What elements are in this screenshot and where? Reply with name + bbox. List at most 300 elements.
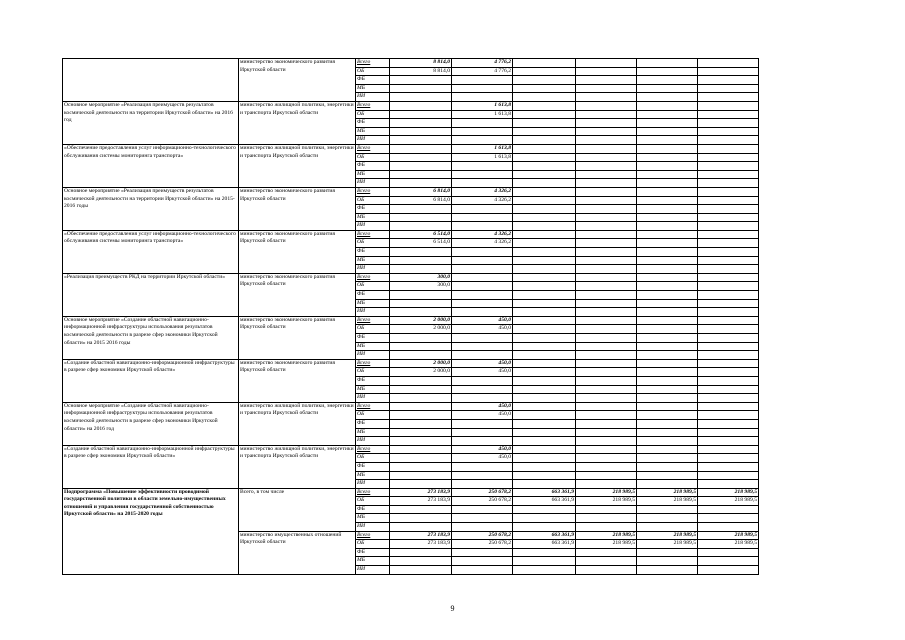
amount-cell: [576, 385, 637, 394]
amount-cell: [452, 84, 513, 93]
amount-cell: [452, 385, 513, 394]
amount-cell: [513, 351, 576, 360]
amount-cell: [513, 480, 576, 489]
amount-cell: [698, 411, 759, 420]
funding-source: ИИ: [356, 351, 390, 360]
amount-cell: [698, 445, 759, 454]
amount-cell: [390, 93, 452, 102]
amount-cell: [637, 136, 698, 145]
amount-cell: [698, 248, 759, 257]
amount-cell: [513, 153, 576, 162]
amount-cell: [513, 222, 576, 231]
amount-cell: 6 814,0: [390, 187, 452, 196]
amount-cell: [513, 445, 576, 454]
amount-cell: [698, 239, 759, 248]
amount-cell: 218 989,5: [637, 497, 698, 506]
amount-cell: 6 814,0: [390, 196, 452, 205]
funding-source: ИИ: [356, 394, 390, 403]
amount-cell: [637, 480, 698, 489]
amount-cell: [390, 471, 452, 480]
amount-cell: [576, 548, 637, 557]
amount-cell: [390, 265, 452, 274]
funding-source: ФБ: [356, 462, 390, 471]
amount-cell: 1 613,8: [452, 101, 513, 110]
amount-cell: [390, 127, 452, 136]
amount-cell: [637, 153, 698, 162]
amount-cell: [576, 179, 637, 188]
amount-cell: [637, 557, 698, 566]
amount-cell: [513, 213, 576, 222]
amount-cell: [390, 402, 452, 411]
amount-cell: [452, 162, 513, 171]
amount-cell: [390, 394, 452, 403]
amount-cell: [390, 162, 452, 171]
amount-cell: 273 183,9: [390, 531, 452, 540]
table-row: [63, 273, 759, 282]
amount-cell: [576, 445, 637, 454]
amount-cell: [698, 222, 759, 231]
amount-cell: [698, 557, 759, 566]
funding-source: МБ: [356, 342, 390, 351]
amount-cell: [390, 428, 452, 437]
amount-cell: [698, 376, 759, 385]
amount-cell: [637, 308, 698, 317]
amount-cell: [698, 170, 759, 179]
amount-cell: 4 776,2: [452, 67, 513, 76]
amount-cell: [513, 548, 576, 557]
amount-cell: [637, 170, 698, 179]
amount-cell: [452, 299, 513, 308]
amount-cell: 1 613,8: [452, 144, 513, 153]
amount-cell: [637, 566, 698, 575]
amount-cell: [576, 394, 637, 403]
amount-cell: [637, 162, 698, 171]
amount-cell: [513, 471, 576, 480]
amount-cell: [576, 282, 637, 291]
amount-cell: [576, 67, 637, 76]
amount-cell: [390, 153, 452, 162]
amount-cell: [390, 256, 452, 265]
measure-name: Основное мероприятие «Реализация преимуществ результатов космической деятельности на территории Иркутской области» на 2015-2016 годы: [63, 187, 239, 230]
funding-source: ОБ: [356, 282, 390, 291]
amount-cell: 218 989,5: [637, 488, 698, 497]
funding-source: ИИ: [356, 480, 390, 489]
amount-cell: [698, 84, 759, 93]
amount-cell: 2 000,0: [390, 316, 452, 325]
amount-cell: [390, 548, 452, 557]
amount-cell: [513, 144, 576, 153]
table-row: [63, 101, 759, 110]
amount-cell: [390, 445, 452, 454]
funding-source: ФБ: [356, 162, 390, 171]
amount-cell: [452, 213, 513, 222]
amount-cell: [637, 273, 698, 282]
funding-source: МБ: [356, 213, 390, 222]
amount-cell: 218 989,5: [637, 540, 698, 549]
amount-cell: [576, 291, 637, 300]
amount-cell: [637, 256, 698, 265]
amount-cell: [637, 505, 698, 514]
amount-cell: [637, 299, 698, 308]
amount-cell: [513, 127, 576, 136]
amount-cell: 218 989,5: [576, 497, 637, 506]
amount-cell: [698, 462, 759, 471]
table-body: [63, 59, 759, 575]
amount-cell: [390, 291, 452, 300]
amount-cell: [513, 316, 576, 325]
amount-cell: [576, 454, 637, 463]
amount-cell: [576, 127, 637, 136]
amount-cell: [452, 282, 513, 291]
funding-source: ИИ: [356, 93, 390, 102]
amount-cell: [452, 462, 513, 471]
amount-cell: [576, 342, 637, 351]
executor: министерство жилищной политики, энергетики и транспорта Иркутской области: [239, 101, 356, 144]
amount-cell: 2 000,0: [390, 325, 452, 334]
amount-cell: [390, 505, 452, 514]
amount-cell: [576, 557, 637, 566]
amount-cell: [576, 462, 637, 471]
measure-name: Основное мероприятие «Реализация преимуществ результатов космической деятельности на территории Иркутской области» на 2016 год: [63, 101, 239, 144]
amount-cell: [698, 316, 759, 325]
amount-cell: 250 678,2: [452, 540, 513, 549]
amount-cell: [698, 153, 759, 162]
amount-cell: [576, 368, 637, 377]
amount-cell: [698, 213, 759, 222]
funding-source: Всего: [356, 445, 390, 454]
amount-cell: [576, 76, 637, 85]
funding-source: МБ: [356, 299, 390, 308]
amount-cell: [637, 359, 698, 368]
amount-cell: [576, 153, 637, 162]
amount-cell: [698, 342, 759, 351]
amount-cell: [452, 256, 513, 265]
amount-cell: [637, 548, 698, 557]
amount-cell: [513, 291, 576, 300]
table-row: [63, 230, 759, 239]
funding-source: ОБ: [356, 497, 390, 506]
amount-cell: [390, 248, 452, 257]
amount-cell: 250 678,2: [452, 531, 513, 540]
amount-cell: [576, 230, 637, 239]
amount-cell: 663 361,9: [513, 531, 576, 540]
measure-name: Основное мероприятие «Создание областной навигационно-информационной инфраструктуры использования результатов космической деятельности в разрезе сфер экономики Иркутской области» на 2016 год: [63, 402, 239, 445]
amount-cell: [698, 523, 759, 532]
amount-cell: [513, 557, 576, 566]
amount-cell: [698, 59, 759, 68]
amount-cell: [637, 342, 698, 351]
amount-cell: 450,0: [452, 402, 513, 411]
funding-source: ИИ: [356, 566, 390, 575]
amount-cell: [698, 334, 759, 343]
amount-cell: [513, 454, 576, 463]
amount-cell: 4 326,2: [452, 187, 513, 196]
amount-cell: 273 183,9: [390, 488, 452, 497]
amount-cell: 6 514,0: [390, 239, 452, 248]
amount-cell: [576, 566, 637, 575]
amount-cell: [576, 136, 637, 145]
amount-cell: [576, 170, 637, 179]
amount-cell: [452, 523, 513, 532]
amount-cell: [513, 162, 576, 171]
funding-source: МБ: [356, 471, 390, 480]
amount-cell: [698, 282, 759, 291]
amount-cell: [576, 351, 637, 360]
amount-cell: [576, 308, 637, 317]
amount-cell: [513, 230, 576, 239]
amount-cell: 450,0: [452, 454, 513, 463]
amount-cell: [452, 514, 513, 523]
amount-cell: [390, 334, 452, 343]
funding-source: ОБ: [356, 540, 390, 549]
amount-cell: [390, 566, 452, 575]
table-row: [63, 359, 759, 368]
amount-cell: [637, 222, 698, 231]
executor: министерство жилищной политики, энергетики и транспорта Иркутской области: [239, 402, 356, 445]
amount-cell: [637, 239, 698, 248]
amount-cell: [513, 179, 576, 188]
amount-cell: [576, 101, 637, 110]
amount-cell: [576, 523, 637, 532]
funding-source: ОБ: [356, 325, 390, 334]
amount-cell: 218 989,5: [576, 540, 637, 549]
amount-cell: [576, 222, 637, 231]
amount-cell: 450,0: [452, 316, 513, 325]
funding-source: МБ: [356, 84, 390, 93]
amount-cell: 663 361,9: [513, 488, 576, 497]
amount-cell: [698, 76, 759, 85]
amount-cell: [576, 256, 637, 265]
amount-cell: [637, 437, 698, 446]
funding-source: Всего: [356, 230, 390, 239]
amount-cell: [637, 127, 698, 136]
amount-cell: [452, 471, 513, 480]
amount-cell: [390, 419, 452, 428]
funding-source: ОБ: [356, 196, 390, 205]
amount-cell: [513, 376, 576, 385]
amount-cell: [637, 291, 698, 300]
amount-cell: [698, 119, 759, 128]
amount-cell: [637, 351, 698, 360]
amount-cell: [637, 196, 698, 205]
funding-source: Всего: [356, 402, 390, 411]
amount-cell: [576, 514, 637, 523]
amount-cell: [513, 205, 576, 214]
amount-cell: [513, 299, 576, 308]
amount-cell: [637, 248, 698, 257]
amount-cell: [390, 213, 452, 222]
amount-cell: [513, 101, 576, 110]
amount-cell: [698, 162, 759, 171]
amount-cell: [513, 411, 576, 420]
funding-source: Всего: [356, 101, 390, 110]
amount-cell: [576, 480, 637, 489]
amount-cell: [698, 291, 759, 300]
amount-cell: [637, 205, 698, 214]
amount-cell: [637, 523, 698, 532]
amount-cell: 450,0: [452, 359, 513, 368]
amount-cell: 218 989,5: [698, 540, 759, 549]
amount-cell: [698, 428, 759, 437]
amount-cell: [513, 359, 576, 368]
amount-cell: 450,0: [452, 368, 513, 377]
amount-cell: [637, 334, 698, 343]
amount-cell: [698, 196, 759, 205]
amount-cell: [390, 222, 452, 231]
measure-name: Подпрограмма «Повышение эффективности проводимой государственной политики в области земельно-имущественных отношений и управления государственной собственностью Иркутской области» на 2015-2020 годы: [63, 488, 239, 574]
amount-cell: [698, 179, 759, 188]
executor: министерство экономического развития Иркутской области: [239, 59, 356, 102]
amount-cell: [452, 127, 513, 136]
funding-source: ИИ: [356, 265, 390, 274]
amount-cell: 218 989,5: [576, 488, 637, 497]
amount-cell: [637, 454, 698, 463]
amount-cell: [513, 419, 576, 428]
amount-cell: [698, 101, 759, 110]
amount-cell: [452, 265, 513, 274]
amount-cell: [637, 385, 698, 394]
amount-cell: [637, 394, 698, 403]
amount-cell: [390, 101, 452, 110]
amount-cell: [576, 419, 637, 428]
amount-cell: [452, 136, 513, 145]
amount-cell: [452, 222, 513, 231]
amount-cell: [698, 230, 759, 239]
amount-cell: [637, 67, 698, 76]
amount-cell: [698, 308, 759, 317]
amount-cell: 2 000,0: [390, 368, 452, 377]
amount-cell: [513, 136, 576, 145]
amount-cell: [452, 351, 513, 360]
amount-cell: [637, 76, 698, 85]
amount-cell: [513, 437, 576, 446]
amount-cell: [513, 187, 576, 196]
funding-source: МБ: [356, 428, 390, 437]
amount-cell: [576, 265, 637, 274]
measure-name: «Обеспечение предоставления услуг информационно-технологического обслуживания системы мониторинга транспорта»: [63, 144, 239, 187]
table-row: [63, 488, 759, 497]
amount-cell: 300,0: [390, 282, 452, 291]
amount-cell: [513, 93, 576, 102]
funding-source: ФБ: [356, 548, 390, 557]
amount-cell: [698, 265, 759, 274]
amount-cell: [452, 179, 513, 188]
amount-cell: [637, 471, 698, 480]
amount-cell: [637, 514, 698, 523]
funding-source: Всего: [356, 488, 390, 497]
amount-cell: [698, 419, 759, 428]
funding-source: ИИ: [356, 222, 390, 231]
amount-cell: 300,0: [390, 273, 452, 282]
amount-cell: [513, 110, 576, 119]
amount-cell: [513, 514, 576, 523]
funding-source: ИИ: [356, 437, 390, 446]
amount-cell: [637, 376, 698, 385]
amount-cell: [637, 368, 698, 377]
funding-source: Всего: [356, 316, 390, 325]
table-row: [63, 316, 759, 325]
funding-source: Всего: [356, 144, 390, 153]
funding-source: Всего: [356, 359, 390, 368]
amount-cell: [576, 411, 637, 420]
amount-cell: 4 326,2: [452, 239, 513, 248]
amount-cell: [513, 394, 576, 403]
amount-cell: [390, 205, 452, 214]
amount-cell: [513, 368, 576, 377]
amount-cell: [698, 359, 759, 368]
amount-cell: [637, 411, 698, 420]
amount-cell: [576, 471, 637, 480]
amount-cell: [576, 59, 637, 68]
amount-cell: [452, 248, 513, 257]
amount-cell: [576, 119, 637, 128]
amount-cell: [513, 523, 576, 532]
amount-cell: 8 814,0: [390, 67, 452, 76]
amount-cell: [390, 179, 452, 188]
amount-cell: [698, 187, 759, 196]
amount-cell: [452, 419, 513, 428]
amount-cell: 450,0: [452, 445, 513, 454]
amount-cell: [513, 239, 576, 248]
executor: министерство имущественных отношений Иркутской области: [239, 531, 356, 574]
funding-source: МБ: [356, 256, 390, 265]
amount-cell: 273 183,9: [390, 497, 452, 506]
amount-cell: [637, 84, 698, 93]
funding-source: ФБ: [356, 376, 390, 385]
amount-cell: [576, 84, 637, 93]
table-row: [63, 445, 759, 454]
amount-cell: [452, 308, 513, 317]
amount-cell: [576, 359, 637, 368]
amount-cell: [637, 213, 698, 222]
amount-cell: [513, 84, 576, 93]
amount-cell: [698, 205, 759, 214]
amount-cell: [576, 299, 637, 308]
amount-cell: [452, 428, 513, 437]
funding-source: ОБ: [356, 454, 390, 463]
amount-cell: [390, 557, 452, 566]
amount-cell: [513, 385, 576, 394]
amount-cell: [513, 402, 576, 411]
amount-cell: [576, 376, 637, 385]
amount-cell: [390, 119, 452, 128]
amount-cell: [698, 325, 759, 334]
funding-source: ОБ: [356, 368, 390, 377]
amount-cell: 2 000,0: [390, 359, 452, 368]
executor: министерство экономического развития Иркутской области: [239, 316, 356, 359]
amount-cell: [637, 428, 698, 437]
amount-cell: [513, 59, 576, 68]
amount-cell: [452, 394, 513, 403]
amount-cell: 273 183,9: [390, 540, 452, 549]
funding-source: ФБ: [356, 334, 390, 343]
table-row: [63, 187, 759, 196]
amount-cell: [637, 402, 698, 411]
table-row: [63, 59, 759, 68]
amount-cell: [452, 273, 513, 282]
amount-cell: [452, 566, 513, 575]
amount-cell: [390, 462, 452, 471]
amount-cell: [698, 454, 759, 463]
executor: министерство экономического развития Иркутской области: [239, 230, 356, 273]
amount-cell: 218 989,5: [637, 531, 698, 540]
amount-cell: [637, 179, 698, 188]
funding-source: Всего: [356, 187, 390, 196]
funding-source: ИИ: [356, 523, 390, 532]
amount-cell: [513, 248, 576, 257]
measure-name: «Реализация преимуществ РКД на территории Иркутской области»: [63, 273, 239, 316]
amount-cell: [637, 419, 698, 428]
